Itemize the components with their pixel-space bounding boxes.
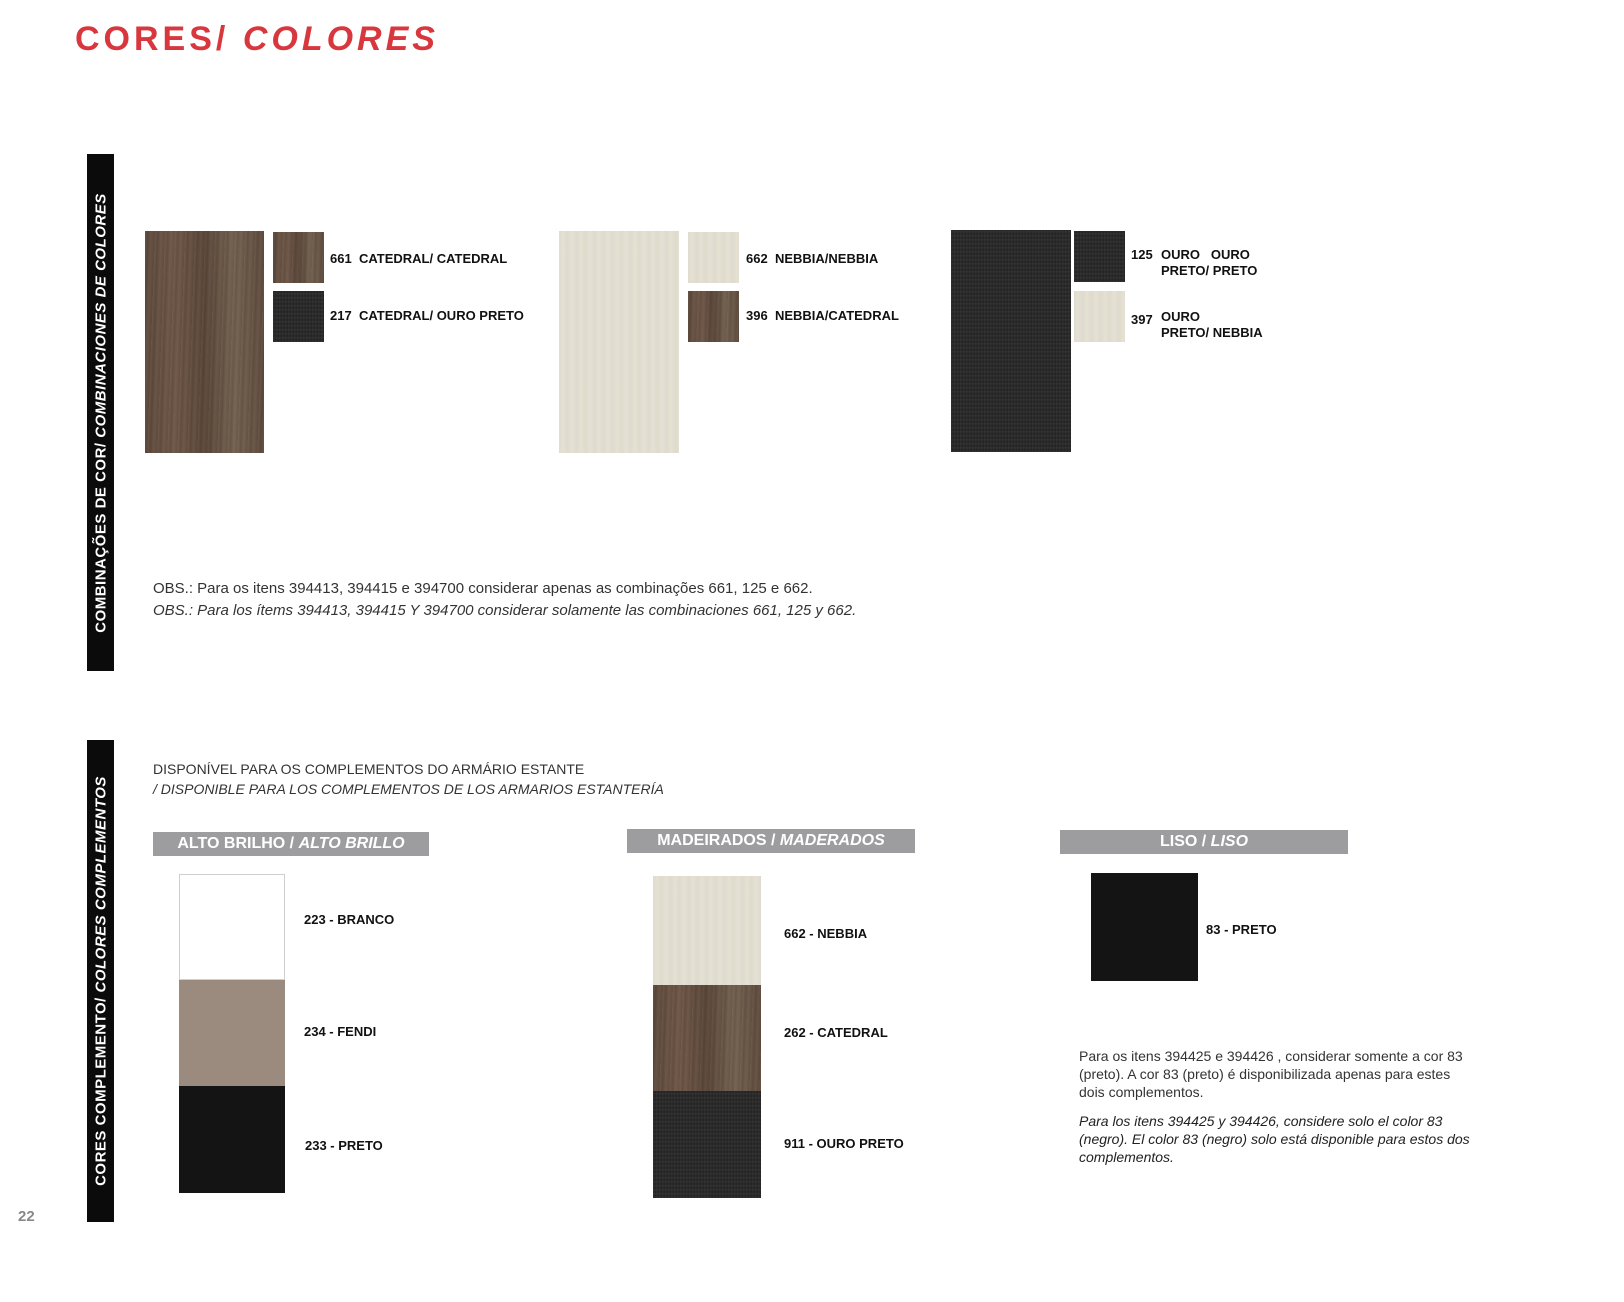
swatch-preto (179, 1086, 285, 1193)
swatch-catedral (653, 985, 761, 1091)
color-label: 83 - PRETO (1206, 922, 1277, 937)
page-number: 22 (18, 1208, 35, 1225)
swatch-nebbia-small (1074, 291, 1125, 342)
combination-label: 125 (1131, 247, 1153, 262)
swatch-preto-liso (1091, 873, 1198, 981)
liso-note-pt: Para os itens 394425 e 394426 , considerar somente a cor 83 (preto). A cor 83 (preto) é disponibilizada apenas para estes dois complementos. (1079, 1048, 1463, 1100)
swatch-nebbia-small (688, 232, 739, 283)
swatch-ouro-preto (653, 1091, 761, 1198)
swatch-fendi (179, 980, 285, 1086)
combination-label: 396 NEBBIA/CATEDRAL (746, 308, 899, 323)
page-title-main: CORES/ (75, 20, 230, 58)
color-label: 911 - OURO PRETO (784, 1136, 904, 1151)
combination-label: 661 CATEDRAL/ CATEDRAL (330, 251, 508, 266)
swatch-catedral-large (145, 231, 264, 453)
side-label-combinations-pt: COMBINAÇÕES DE COR/ (92, 441, 109, 633)
swatch-catedral-small (688, 291, 739, 342)
page-title-alt: COLORES (242, 20, 439, 58)
color-label: 223 - BRANCO (304, 912, 395, 927)
color-label: 262 - CATEDRAL (784, 1025, 888, 1040)
swatch-nebbia (653, 876, 761, 985)
side-label-complements (87, 740, 114, 1222)
swatch-catedral-small (273, 232, 324, 283)
page-title (75, 20, 439, 59)
swatch-ouro-preto-small (273, 291, 324, 342)
swatch-ouro-preto-small (1074, 231, 1125, 282)
obs-note-es: OBS.: Para los ítems 394413, 394415 Y 394700 considerar solamente las combinaciones 661, 125 y 662. (153, 602, 857, 619)
combination-label: 397 (1131, 312, 1153, 327)
availability-note (153, 759, 664, 799)
side-label-complements-pt: CORES COMPLEMENTO/ (92, 997, 109, 1186)
combination-label: 217 CATEDRAL/ OURO PRETO (330, 308, 524, 323)
side-label-combinations (87, 154, 114, 671)
combination-label-name: OURO PRETO/ NEBBIA (1161, 309, 1263, 340)
combination-label-name: OURO OURO PRETO/ PRETO (1161, 247, 1258, 278)
side-label-complements-es: COLORES COMPLEMENTOS (92, 776, 109, 993)
color-label: 233 - PRETO (305, 1138, 383, 1153)
side-label-combinations-es: COMBINACIONES DE COLORES (92, 192, 109, 438)
obs-note (153, 578, 856, 622)
combination-label: 662 NEBBIA/NEBBIA (746, 251, 879, 266)
swatch-branco (179, 874, 285, 980)
category-header-liso: LISO / LISO (1060, 830, 1348, 854)
category-header-madeirados: MADEIRADOS / MADERADOS (627, 829, 915, 853)
swatch-ouro-preto-large (951, 230, 1071, 452)
color-label: 234 - FENDI (304, 1024, 377, 1039)
liso-note-es: Para los itens 394425 y 394426, considere solo el color 83 (negro). El color 83 (negro) solo está disponible para estos dos complementos. (1079, 1113, 1470, 1165)
availability-note-pt: DISPONÍVEL PARA OS COMPLEMENTOS DO ARMÁRIO ESTANTE (153, 761, 585, 777)
color-label: 662 - NEBBIA (784, 926, 868, 941)
swatch-nebbia-large (559, 231, 679, 453)
availability-note-es: / DISPONIBLE PARA LOS COMPLEMENTOS DE LOS ARMARIOS ESTANTERÍA (153, 781, 664, 797)
category-header-alto-brilho: ALTO BRILHO / ALTO BRILLO (153, 832, 429, 856)
obs-note-pt: OBS.: Para os itens 394413, 394415 e 394700 considerar apenas as combinações 661, 125 e 662. (153, 580, 813, 597)
